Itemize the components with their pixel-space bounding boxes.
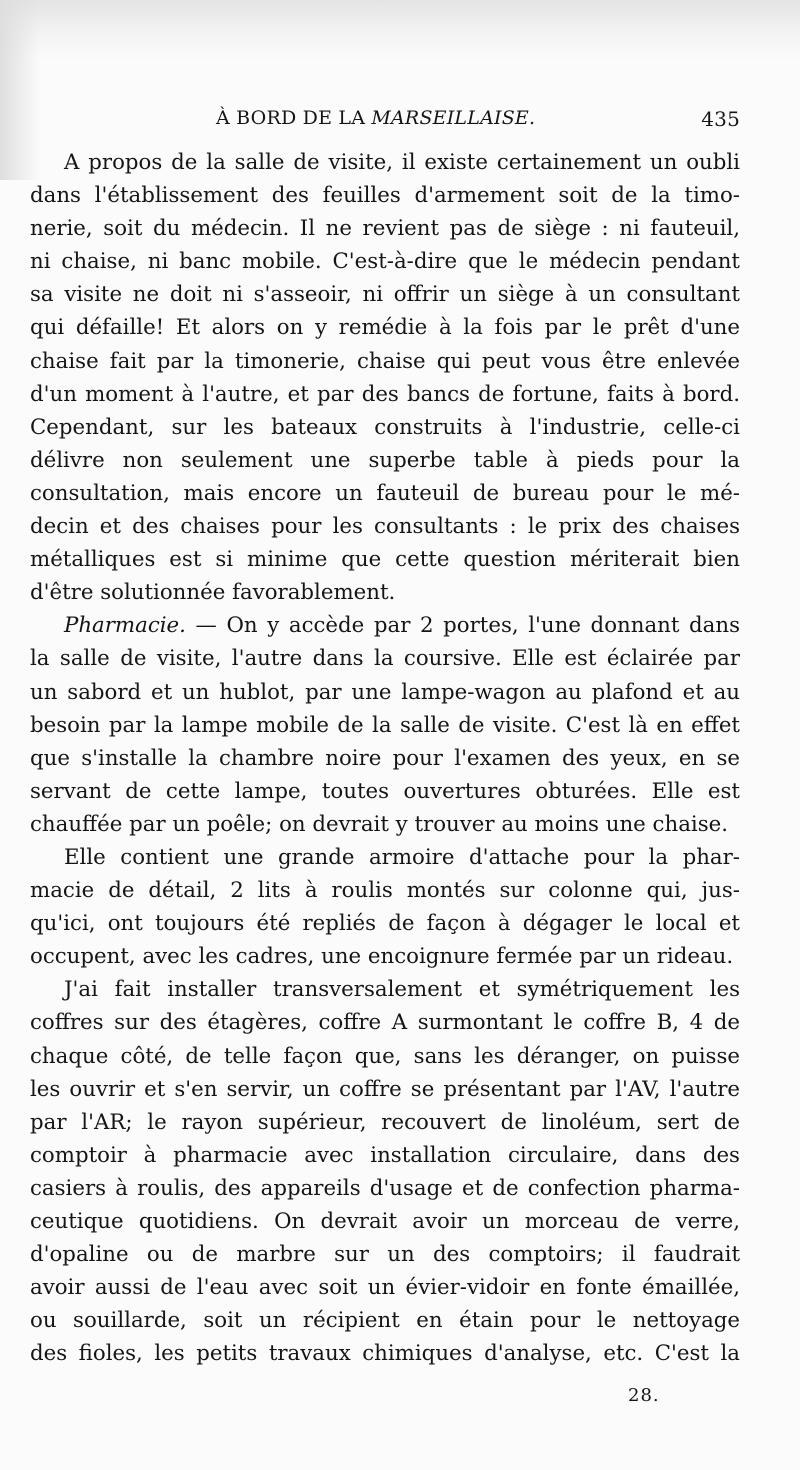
text-line: par l'AR; le rayon supérieur, recouvert de linoléum, sert de — [30, 1109, 740, 1135]
text-line: un sabord et un hublot, par une lampe-wagon au plafond et au — [30, 679, 740, 705]
text-line: decin et des chaises pour les consultants : le prix des chaises — [30, 514, 740, 540]
scan-shadow-top — [0, 0, 800, 60]
text-line: ou souillarde, soit un récipient en étain pour le nettoyage — [30, 1308, 740, 1334]
text-line: coffres sur des étagères, coffre A surmontant le coffre B, 4 de — [30, 1010, 740, 1036]
paragraph-coffres — [30, 973, 740, 1370]
text-line-lead — [30, 609, 740, 642]
body-text — [30, 146, 740, 1370]
text-line: des fioles, les petits travaux chimiques d'analyse, etc. C'est la — [30, 1341, 740, 1367]
text-line: qui défaille! Et alors on y remédie à la fois par le prêt d'une — [30, 315, 740, 341]
section-lead-pharmacie: Pharmacie. — [64, 613, 186, 639]
running-title-italic: MARSEILLAISE. — [371, 107, 536, 129]
text-line: casiers à roulis, des appareils d'usage et de confection pharma- — [30, 1175, 740, 1201]
text-line: chaque côté, de telle façon que, sans les déranger, on puisse — [30, 1043, 740, 1069]
text-line: que s'installe la chambre noire pour l'examen des yeux, en se — [30, 745, 740, 771]
text-line: d'un moment à l'autre, et par des bancs de fortune, faits à bord. — [30, 381, 740, 407]
text-line: occupent, avec les cadres, une encoignure fermée par un rideau. — [30, 944, 734, 970]
text-line: les ouvrir et s'en servir, un coffre se présentant par l'AV, l'autre — [30, 1076, 740, 1102]
signature-mark: 28. — [628, 1385, 660, 1406]
text-line: Cependant, sur les bateaux construits à l'industrie, celle-ci — [30, 414, 740, 440]
section-lead-rest: — On y accède par 2 portes, l'une donnant dans — [185, 613, 740, 639]
text-line: avoir aussi de l'eau avec soit un évier-vidoir en fonte émaillée, — [30, 1275, 740, 1301]
running-title — [216, 107, 535, 129]
paragraph-armoire — [30, 841, 740, 973]
text-line: ceutique quotidiens. On devrait avoir un morceau de verre, — [30, 1209, 740, 1234]
text-line: A propos de la salle de visite, il existe certainement un oubli — [64, 150, 740, 175]
text-line: nerie, soit du médecin. Il ne revient pas de siège : ni fauteuil, — [30, 216, 740, 242]
text-line: macie de détail, 2 lits à roulis montés sur colonne qui, jus- — [30, 878, 740, 904]
text-line: la salle de visite, l'autre dans la coursive. Elle est éclairée par — [30, 646, 740, 672]
text-line: d'opaline ou de marbre sur un des comptoirs; il faudrait — [30, 1242, 740, 1268]
text-line: J'ai fait installer transversalement et symétriquement les — [64, 977, 740, 1003]
page-number: 435 — [701, 107, 740, 131]
text-line: dans l'établissement des feuilles d'armement soit de la timo- — [30, 183, 740, 209]
text-line: Elle contient une grande armoire d'attache pour la phar- — [64, 844, 740, 870]
text-line: chaise fait par la timonerie, chaise qui peut vous être enlevée — [30, 348, 740, 374]
text-line: servant de cette lampe, toutes ouvertures obturées. Elle est — [30, 778, 740, 804]
text-line: délivre non seulement une superbe table à pieds pour la — [30, 447, 740, 473]
running-title-prefix: À BORD DE LA — [216, 107, 372, 129]
paragraph-salle-de-visite — [30, 146, 740, 609]
text-line: comptoir à pharmacie avec installation circulaire, dans des — [30, 1142, 740, 1168]
text-line: ni chaise, ni banc mobile. C'est-à-dire que le médecin pendant — [30, 249, 740, 275]
running-head — [30, 103, 740, 137]
paragraph-pharmacie — [30, 609, 740, 841]
text-line: d'être solutionnée favorablement. — [30, 580, 396, 606]
text-line: qu'ici, ont toujours été repliés de façon à dégager le local et — [30, 911, 740, 937]
text-line: sa visite ne doit ni s'asseoir, ni offrir un siège à un consultant — [30, 282, 740, 308]
text-line: métalliques est si minime que cette question mériterait bien — [30, 547, 740, 573]
text-line: besoin par la lampe mobile de la salle de visite. C'est là en effet — [30, 712, 740, 738]
text-line: chauffée par un poêle; on devrait y trouver au moins une chaise. — [30, 811, 729, 837]
text-line: consultation, mais encore un fauteuil de bureau pour le mé- — [30, 480, 740, 506]
